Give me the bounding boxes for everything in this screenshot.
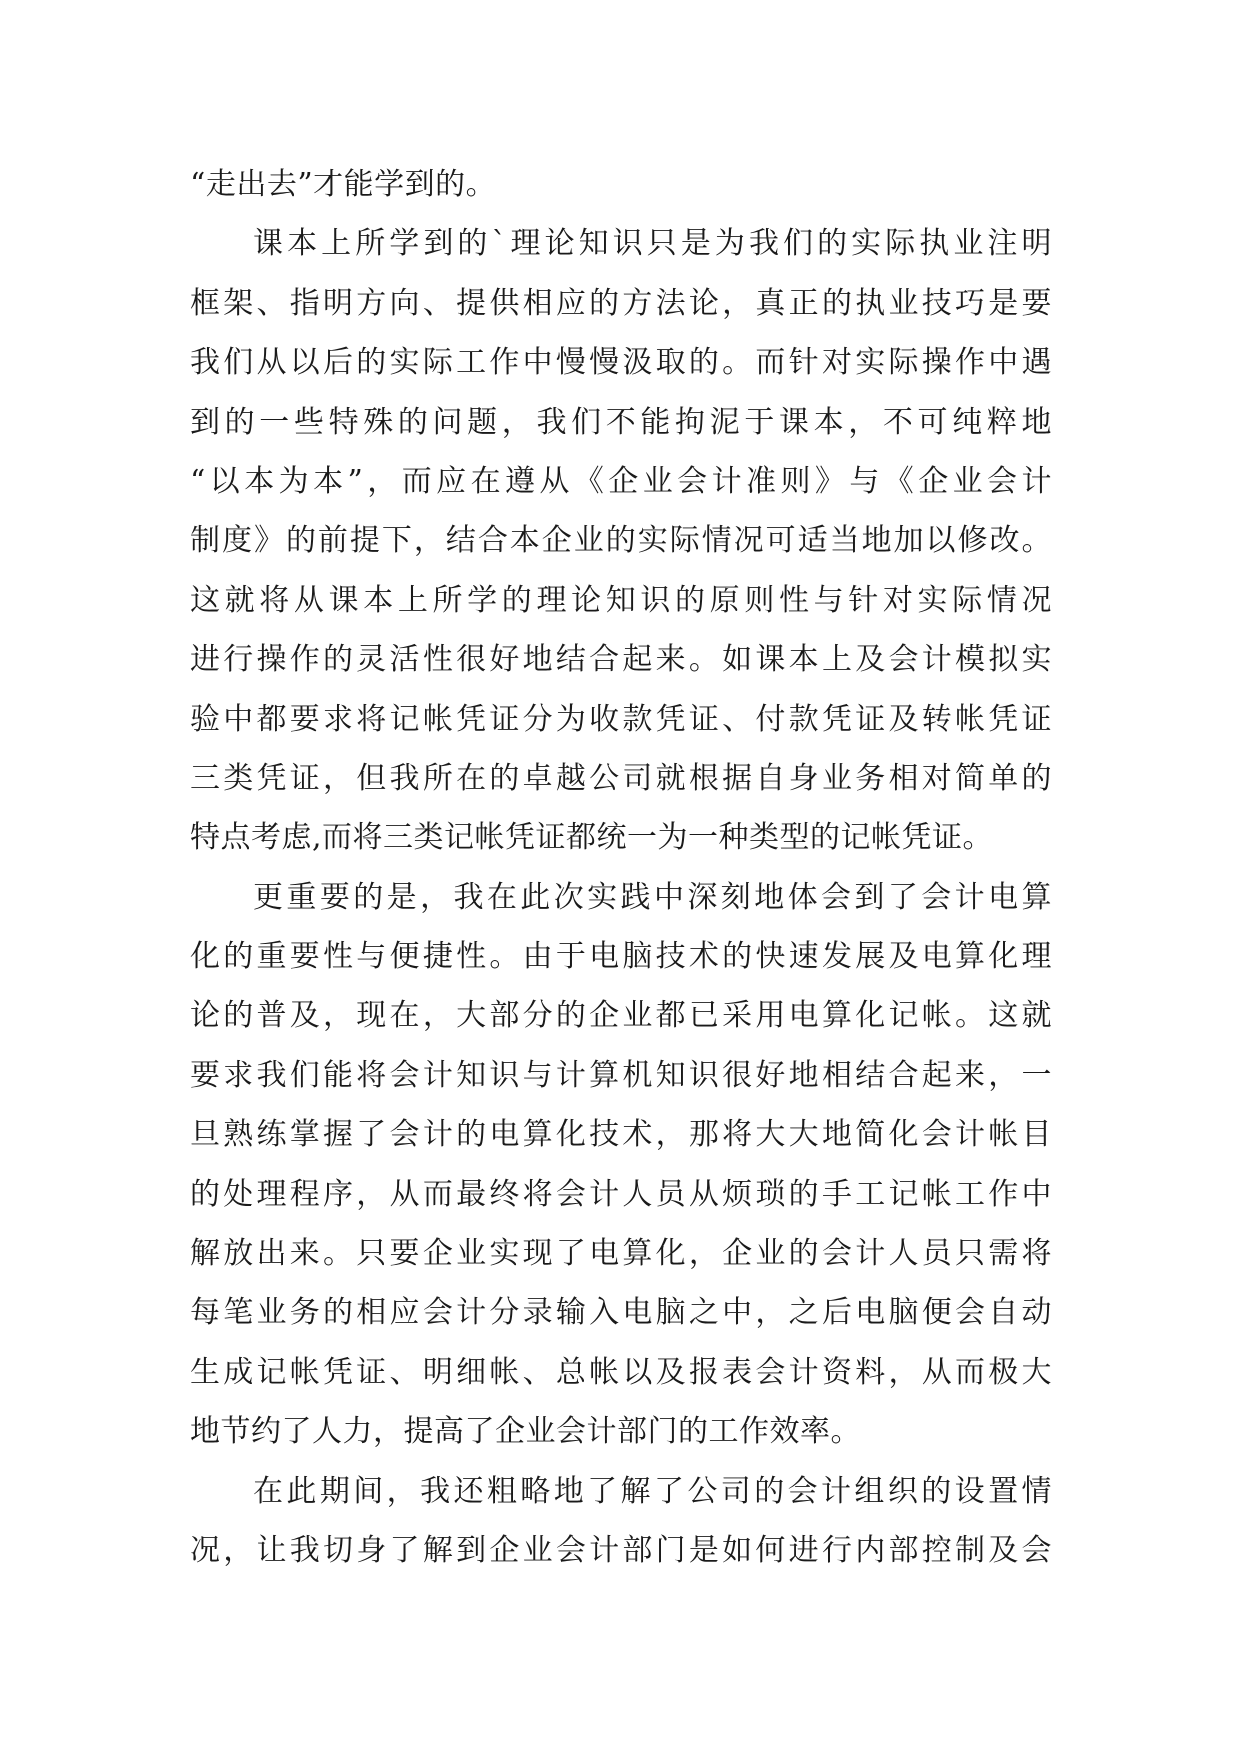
text-line: 论的普及，现在，大部分的企业都已采用电算化记帐。这就 bbox=[190, 998, 1052, 1034]
text-line: 三类凭证，但我所在的卓越公司就根据自身业务相对简单的 bbox=[190, 760, 1052, 796]
text-line: 我们从以后的实际工作中慢慢汲取的。而针对实际操作中遇 bbox=[190, 345, 1052, 381]
text-line: 旦熟练掌握了会计的电算化技术，那将大大地简化会计帐目 bbox=[190, 1117, 1052, 1153]
text-line: 课本上所学到的`理论知识只是为我们的实际执业注明 bbox=[253, 226, 1052, 262]
text-line: “以本为本”，而应在遵从《企业会计准则》与《企业会计 bbox=[190, 463, 1052, 499]
text-line: “走出去”才能学到的。 bbox=[190, 167, 497, 202]
text-line: 在此期间，我还粗略地了解了公司的会计组织的设置情 bbox=[253, 1473, 1052, 1509]
text-line: 进行操作的灵活性很好地结合起来。如课本上及会计模拟实 bbox=[190, 642, 1052, 678]
text-line: 特点考虑,而将三类记帐凭证都统一为一种类型的记帐凭证。 bbox=[190, 820, 994, 856]
text-line: 框架、指明方向、提供相应的方法论，真正的执业技巧是要 bbox=[190, 285, 1052, 321]
text-line: 要求我们能将会计知识与计算机知识很好地相结合起来，一 bbox=[190, 1057, 1052, 1093]
text-line: 每笔业务的相应会计分录输入电脑之中，之后电脑便会自动 bbox=[190, 1295, 1052, 1331]
document-page bbox=[190, 155, 1052, 1625]
text-line: 解放出来。只要企业实现了电算化，企业的会计人员只需将 bbox=[190, 1236, 1052, 1272]
text-line: 制度》的前提下，结合本企业的实际情况可适当地加以修改。 bbox=[190, 523, 1052, 559]
text-line: 的处理程序，从而最终将会计人员从烦琐的手工记帐工作中 bbox=[190, 1176, 1052, 1212]
text-line: 况，让我切身了解到企业会计部门是如何进行内部控制及会 bbox=[190, 1532, 1052, 1568]
text-line: 化的重要性与便捷性。由于电脑技术的快速发展及电算化理 bbox=[190, 939, 1052, 975]
text-line: 更重要的是，我在此次实践中深刻地体会到了会计电算 bbox=[253, 879, 1052, 915]
text-line: 验中都要求将记帐凭证分为收款凭证、付款凭证及转帐凭证 bbox=[190, 701, 1052, 737]
text-line: 地节约了人力，提高了企业会计部门的工作效率。 bbox=[190, 1414, 861, 1450]
text-line: 生成记帐凭证、明细帐、总帐以及报表会计资料，从而极大 bbox=[190, 1354, 1052, 1390]
text-line: 这就将从课本上所学的理论知识的原则性与针对实际情况 bbox=[190, 582, 1052, 618]
text-line: 到的一些特殊的问题，我们不能拘泥于课本，不可纯粹地 bbox=[190, 404, 1052, 440]
